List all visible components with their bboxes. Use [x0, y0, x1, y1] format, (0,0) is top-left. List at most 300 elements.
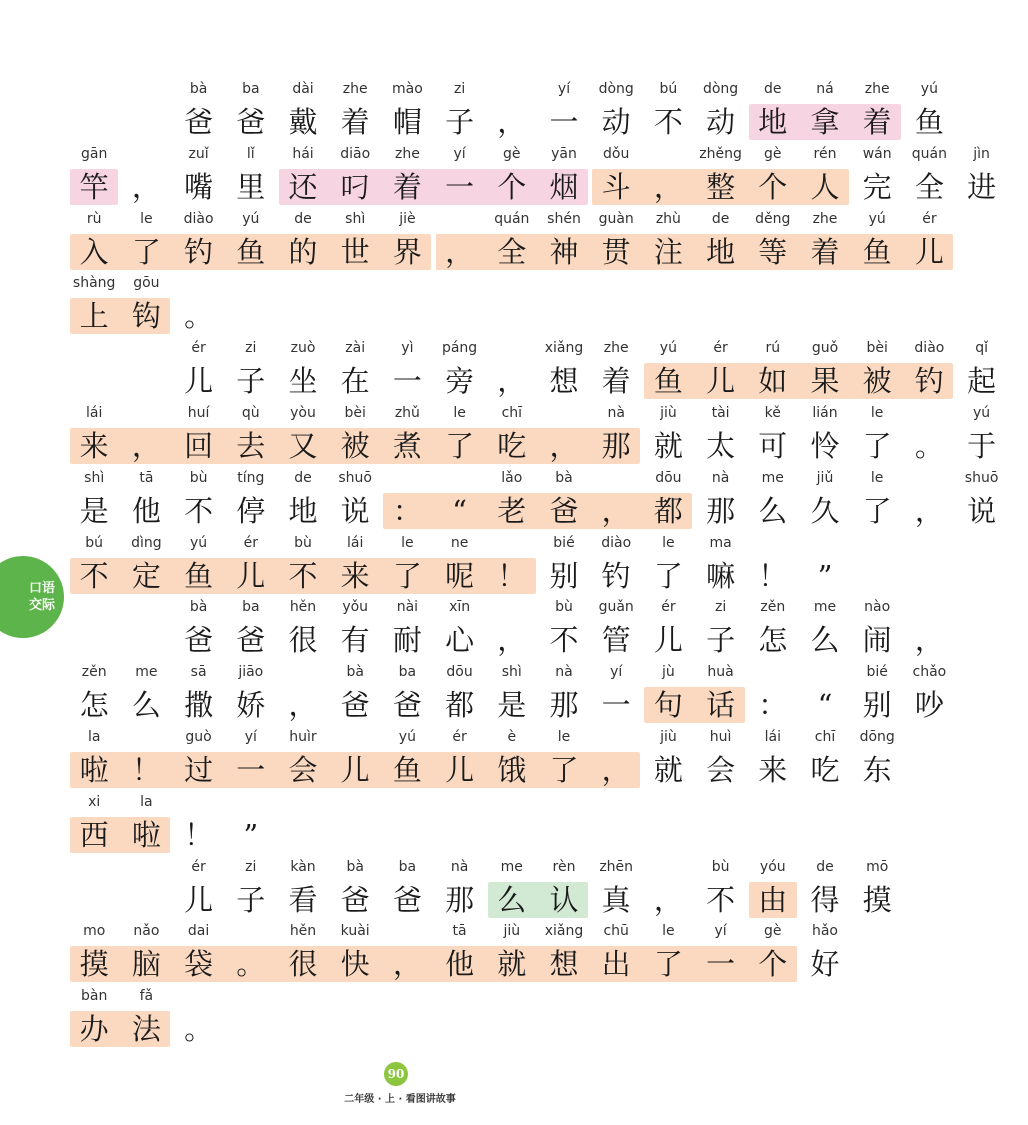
pinyin: de	[294, 210, 312, 227]
hanzi: 定	[131, 558, 161, 593]
pinyin: guǒ	[811, 340, 839, 357]
pinyin: le	[662, 534, 675, 551]
pinyin: ér	[452, 729, 467, 745]
hanzi: 就	[653, 753, 683, 787]
pinyin: xīn	[449, 599, 471, 616]
pinyin: hěn	[289, 923, 317, 940]
hanzi: 爸	[340, 688, 370, 723]
hanzi: 别	[549, 558, 579, 593]
pinyin: guò	[185, 729, 212, 745]
char-cell	[799, 534, 851, 596]
hanzi: 不	[184, 493, 214, 528]
pinyin: dài	[292, 81, 314, 97]
hanzi: 怜	[810, 429, 840, 463]
pinyin	[205, 793, 297, 811]
pinyin: lái	[764, 729, 781, 745]
hanzi: 由	[758, 882, 788, 917]
hanzi: 动	[601, 105, 631, 139]
hanzi: 鱼	[392, 753, 422, 787]
pinyin: yí	[557, 81, 571, 97]
hanzi: 叼	[340, 169, 370, 204]
char-cell	[956, 404, 1008, 466]
hanzi: 被	[862, 364, 892, 399]
pinyin: dai	[187, 923, 210, 940]
pinyin: diāo	[340, 145, 371, 162]
pinyin: tā	[452, 923, 467, 940]
hanzi: 过	[184, 753, 214, 787]
hanzi: ，	[549, 429, 579, 463]
hanzi: 说	[967, 493, 997, 528]
hanzi: 不	[706, 882, 736, 917]
pinyin: bà	[189, 81, 208, 97]
hanzi: “	[817, 688, 833, 723]
hanzi: 不	[653, 105, 683, 139]
hanzi: 一	[549, 105, 579, 139]
pinyin: hěn	[289, 599, 317, 616]
hanzi: 于	[967, 429, 997, 463]
pinyin: dōu	[655, 469, 682, 486]
hanzi: 如	[758, 364, 788, 399]
pinyin: ma	[709, 534, 732, 551]
pinyin: guàn	[598, 210, 634, 227]
hanzi: 啦	[79, 753, 109, 787]
text-line	[0, 728, 895, 790]
pinyin: dōu	[446, 664, 473, 681]
hanzi: 爸	[340, 882, 370, 917]
text-line	[0, 404, 997, 466]
hanzi: 全	[497, 234, 527, 269]
hanzi: 竿	[79, 169, 109, 204]
hanzi: 爸	[392, 882, 422, 917]
hanzi: 东	[862, 753, 892, 787]
pinyin: le	[870, 405, 884, 421]
pinyin: kuài	[340, 923, 370, 940]
hanzi: 拿	[810, 105, 840, 139]
pinyin: la	[140, 793, 153, 810]
pinyin: yí	[610, 664, 623, 681]
pinyin: lián	[812, 405, 838, 421]
pinyin: ba	[242, 599, 260, 616]
hanzi: 爸	[392, 688, 422, 723]
hanzi: 着	[810, 234, 840, 269]
pinyin: bù	[555, 599, 573, 616]
pinyin: quán	[494, 210, 530, 227]
pinyin: děng	[755, 210, 791, 227]
pinyin: bù	[711, 858, 730, 875]
hanzi: 久	[810, 493, 840, 528]
hanzi: 儿	[340, 753, 370, 787]
hanzi: 嘛	[706, 558, 736, 593]
side-tab-line2: 交际	[28, 598, 55, 613]
hanzi: 怎	[79, 688, 109, 723]
hanzi: 想	[549, 364, 579, 399]
hanzi: 爸	[184, 623, 214, 658]
text-line	[0, 469, 999, 531]
hanzi: ！	[184, 817, 214, 852]
pinyin: de	[294, 469, 312, 486]
pinyin: zi	[245, 858, 257, 875]
pinyin: chī	[814, 729, 836, 745]
pinyin: zi	[453, 81, 466, 97]
hanzi: 那	[549, 688, 579, 723]
hanzi: 怎	[758, 623, 788, 658]
hanzi: ！	[758, 558, 788, 593]
pinyin: bà	[555, 469, 573, 486]
pinyin: dǒu	[603, 145, 630, 162]
pinyin: xiǎng	[544, 340, 584, 357]
hanzi: ，	[914, 623, 944, 658]
hanzi: 么	[810, 623, 840, 658]
pinyin: shì	[345, 210, 366, 227]
text-line	[0, 145, 997, 207]
pinyin: rù	[86, 210, 102, 227]
hanzi: ！	[131, 753, 161, 787]
hanzi: 又	[288, 429, 318, 463]
hanzi: 爸	[549, 493, 579, 528]
hanzi: 世	[340, 234, 370, 269]
hanzi: 是	[497, 688, 527, 723]
char-cell	[851, 858, 903, 920]
hanzi: 贯	[601, 234, 631, 269]
hanzi: 摸	[79, 947, 109, 982]
pinyin: shuō	[338, 469, 372, 486]
hanzi: 撒	[184, 688, 214, 723]
text-line	[0, 80, 944, 142]
pinyin: huà	[707, 664, 734, 681]
hanzi: 戴	[288, 105, 318, 139]
pinyin: páng	[441, 340, 478, 357]
hanzi: 被	[340, 429, 370, 463]
pinyin: nài	[396, 599, 419, 616]
hanzi: ，	[497, 105, 527, 139]
hanzi: 很	[288, 947, 318, 982]
pinyin: zi	[245, 340, 257, 357]
hanzi: ，	[653, 882, 683, 917]
pinyin: me	[813, 599, 837, 616]
hanzi: 。	[184, 299, 214, 334]
pinyin: bàn	[81, 988, 108, 1005]
pinyin: zhe	[342, 81, 368, 97]
pinyin: lái	[347, 534, 364, 551]
hanzi: ，	[601, 493, 631, 528]
pinyin: diào	[601, 534, 632, 551]
pinyin: lái	[86, 405, 103, 421]
hanzi: 闹	[862, 623, 892, 658]
char-cell	[903, 80, 955, 142]
hanzi: 来	[758, 753, 788, 787]
hanzi: 想	[549, 947, 579, 982]
hanzi: 那	[601, 429, 631, 463]
hanzi: 别	[862, 688, 892, 723]
hanzi: 么	[758, 493, 788, 528]
hanzi: 地	[758, 105, 788, 139]
pinyin: ba	[398, 858, 417, 875]
pinyin: nà	[711, 469, 730, 486]
pinyin: bié	[553, 534, 575, 551]
hanzi: 儿	[653, 623, 683, 658]
pinyin: bà	[346, 858, 364, 875]
pinyin: diào	[914, 340, 945, 357]
pinyin: yóu	[759, 858, 786, 875]
hanzi: 就	[653, 429, 683, 463]
pinyin: zěn	[81, 664, 107, 681]
pinyin: yú	[398, 729, 416, 745]
hanzi: ：	[392, 493, 422, 528]
pinyin: yì	[401, 340, 414, 357]
pinyin: sā	[190, 664, 207, 681]
pinyin: bà	[189, 599, 208, 616]
pinyin: shàng	[72, 275, 116, 292]
hanzi: 坐	[288, 364, 318, 399]
pinyin: jiù	[660, 405, 677, 421]
hanzi: 子	[445, 105, 475, 139]
pinyin: shuō	[964, 469, 999, 486]
pinyin: xi	[88, 793, 101, 810]
hanzi: 帽	[392, 105, 422, 139]
hanzi: 钓	[601, 558, 631, 593]
hanzi: 儿	[184, 364, 214, 399]
pinyin: hǎo	[811, 923, 839, 940]
text-line	[0, 598, 944, 660]
hanzi: ，	[497, 623, 527, 658]
hanzi: 爸	[236, 105, 266, 139]
pinyin: shén	[547, 210, 581, 227]
pinyin: jiāo	[238, 664, 264, 681]
hanzi: 去	[236, 429, 266, 463]
hanzi: 心	[445, 623, 475, 658]
pinyin: yǒu	[342, 599, 369, 616]
hanzi: ：	[758, 688, 788, 723]
hanzi: 儿	[184, 882, 214, 917]
hanzi: ，	[131, 429, 161, 463]
pinyin: quán	[911, 145, 947, 162]
hanzi: 神	[549, 234, 579, 269]
pinyin: shì	[84, 469, 105, 486]
hanzi: 在	[340, 364, 370, 399]
hanzi: ！	[497, 558, 527, 593]
pinyin: ná	[816, 81, 834, 97]
pinyin: huì	[709, 729, 732, 745]
pinyin: zuǐ	[188, 145, 209, 162]
hanzi: 不	[79, 558, 109, 593]
hanzi: 耐	[392, 623, 422, 658]
hanzi: 了	[862, 493, 892, 528]
hanzi: 钓	[184, 234, 214, 269]
hanzi: 不	[288, 558, 318, 593]
hanzi: 来	[340, 558, 370, 593]
char-cell	[173, 987, 225, 1049]
hanzi: ，	[497, 364, 527, 399]
pinyin: nà	[555, 664, 573, 681]
hanzi: 那	[706, 493, 736, 528]
pinyin: dōng	[859, 729, 895, 745]
hanzi: 呢	[445, 558, 475, 593]
pinyin: è	[507, 729, 517, 745]
hanzi: 整	[706, 169, 736, 204]
hanzi: 的	[288, 234, 318, 269]
hanzi: 。	[914, 429, 944, 463]
pinyin: nà	[450, 858, 469, 875]
hanzi: 了	[549, 753, 579, 787]
text-line	[0, 210, 944, 272]
hanzi: 。	[236, 947, 266, 982]
pinyin: gè	[764, 145, 782, 162]
pinyin: yí	[714, 923, 727, 940]
pinyin: la	[87, 729, 101, 745]
pinyin: bèi	[866, 340, 888, 357]
hanzi: 鱼	[184, 558, 214, 593]
pinyin: ér	[922, 210, 937, 227]
hanzi: ，	[653, 169, 683, 204]
hanzi: ，	[601, 753, 631, 787]
pinyin: zài	[345, 340, 366, 357]
hanzi: 儿	[236, 558, 266, 593]
pinyin: yí	[244, 729, 257, 745]
hanzi: 着	[340, 105, 370, 139]
hanzi: 动	[706, 105, 736, 139]
hanzi: ，	[914, 493, 944, 528]
pinyin: dòng	[702, 81, 739, 97]
pinyin: zhe	[812, 210, 838, 227]
pinyin: yú	[242, 210, 260, 227]
char-cell	[903, 598, 955, 660]
pinyin: zhǔ	[394, 405, 420, 421]
pinyin: nào	[864, 599, 891, 616]
char-cell	[956, 469, 1008, 531]
hanzi: 一	[601, 688, 631, 723]
hanzi: 办	[79, 1012, 109, 1047]
hanzi: 人	[810, 169, 840, 204]
pinyin: huí	[187, 405, 210, 421]
pinyin: zhēn	[599, 858, 634, 875]
hanzi: 好	[810, 947, 840, 982]
pinyin: yān	[551, 145, 577, 162]
pinyin: le	[140, 210, 153, 227]
pinyin: yú	[659, 340, 677, 357]
hanzi: 吵	[914, 688, 944, 723]
pinyin: chī	[501, 405, 523, 421]
hanzi: 着	[862, 105, 892, 139]
pinyin: tíng	[237, 469, 265, 486]
pinyin: le	[662, 923, 675, 940]
hanzi: 了	[653, 558, 683, 593]
pinyin: zuò	[290, 340, 316, 357]
pinyin: lǎo	[501, 469, 523, 486]
page-number: 90	[384, 1062, 408, 1086]
pinyin: hái	[292, 145, 314, 162]
pinyin: de	[764, 81, 782, 97]
hanzi: 了	[392, 558, 422, 593]
pinyin: me	[761, 469, 784, 486]
pinyin	[153, 274, 245, 292]
char-cell	[903, 210, 955, 272]
hanzi: 斗	[601, 169, 631, 204]
pinyin: jiǔ	[816, 469, 834, 486]
pinyin: jiè	[399, 210, 416, 227]
pinyin: chū	[603, 923, 629, 940]
pinyin: jìn	[973, 145, 990, 162]
hanzi: 那	[445, 882, 475, 917]
pinyin: mào	[391, 81, 423, 97]
hanzi: 得	[810, 882, 840, 917]
pinyin: fǎ	[139, 988, 154, 1005]
hanzi: 里	[236, 169, 266, 204]
pinyin: mo	[83, 923, 106, 940]
hanzi: 真	[601, 882, 631, 917]
hanzi: 旁	[445, 364, 475, 399]
hanzi: 果	[810, 364, 840, 399]
hanzi: 停	[236, 493, 266, 528]
hanzi: 了	[131, 234, 161, 269]
hanzi: 完	[862, 169, 892, 204]
hanzi: 会	[706, 753, 736, 787]
hanzi: 个	[497, 169, 527, 204]
hanzi: 有	[340, 623, 370, 658]
hanzi: 子	[236, 364, 266, 399]
hanzi: 子	[236, 882, 266, 917]
hanzi: 他	[131, 493, 161, 528]
hanzi: 鱼	[236, 234, 266, 269]
pinyin: bù	[189, 469, 208, 486]
hanzi: 个	[758, 169, 788, 204]
pinyin: zěn	[760, 599, 786, 616]
hanzi: 还	[288, 169, 318, 204]
hanzi: 回	[184, 429, 214, 463]
hanzi: “	[452, 493, 467, 528]
pinyin	[779, 534, 871, 552]
pinyin: dìng	[131, 534, 162, 551]
pinyin: ne	[450, 534, 469, 551]
char-cell	[956, 145, 1008, 207]
hanzi: 都	[445, 688, 475, 723]
hanzi: ”	[243, 817, 259, 852]
hanzi: 上	[79, 299, 109, 334]
pinyin: qǐ	[975, 340, 988, 357]
pinyin: diào	[183, 210, 214, 227]
char-cell	[956, 339, 1008, 401]
pinyin: jù	[662, 664, 675, 681]
pinyin: guǎn	[598, 599, 634, 616]
pinyin: zhe	[603, 340, 629, 357]
char-cell	[903, 663, 955, 725]
hanzi: ”	[817, 558, 833, 593]
text-line	[0, 663, 947, 725]
pinyin: le	[557, 729, 571, 745]
hanzi: 句	[653, 688, 683, 723]
pinyin: zhe	[394, 145, 420, 162]
hanzi: 啦	[131, 817, 161, 852]
pinyin: rén	[813, 145, 837, 162]
hanzi: 鱼	[653, 364, 683, 399]
hanzi: 等	[758, 234, 788, 269]
pinyin: me	[500, 858, 523, 875]
hanzi: 管	[601, 623, 631, 658]
pinyin: dòng	[598, 81, 634, 97]
hanzi: 个	[758, 947, 788, 982]
side-tab-line1: 口语	[28, 581, 55, 596]
pinyin: zhěng	[699, 145, 742, 162]
pinyin: zi	[714, 599, 727, 616]
hanzi: 。	[184, 1012, 214, 1047]
hanzi: ，	[445, 234, 475, 269]
hanzi: ，	[288, 688, 318, 723]
hanzi: 话	[706, 688, 736, 723]
pinyin: me	[135, 664, 158, 681]
pinyin: gè	[503, 145, 521, 162]
hanzi: 一	[236, 753, 266, 787]
pinyin: kě	[764, 405, 781, 421]
hanzi: 煮	[392, 429, 422, 463]
